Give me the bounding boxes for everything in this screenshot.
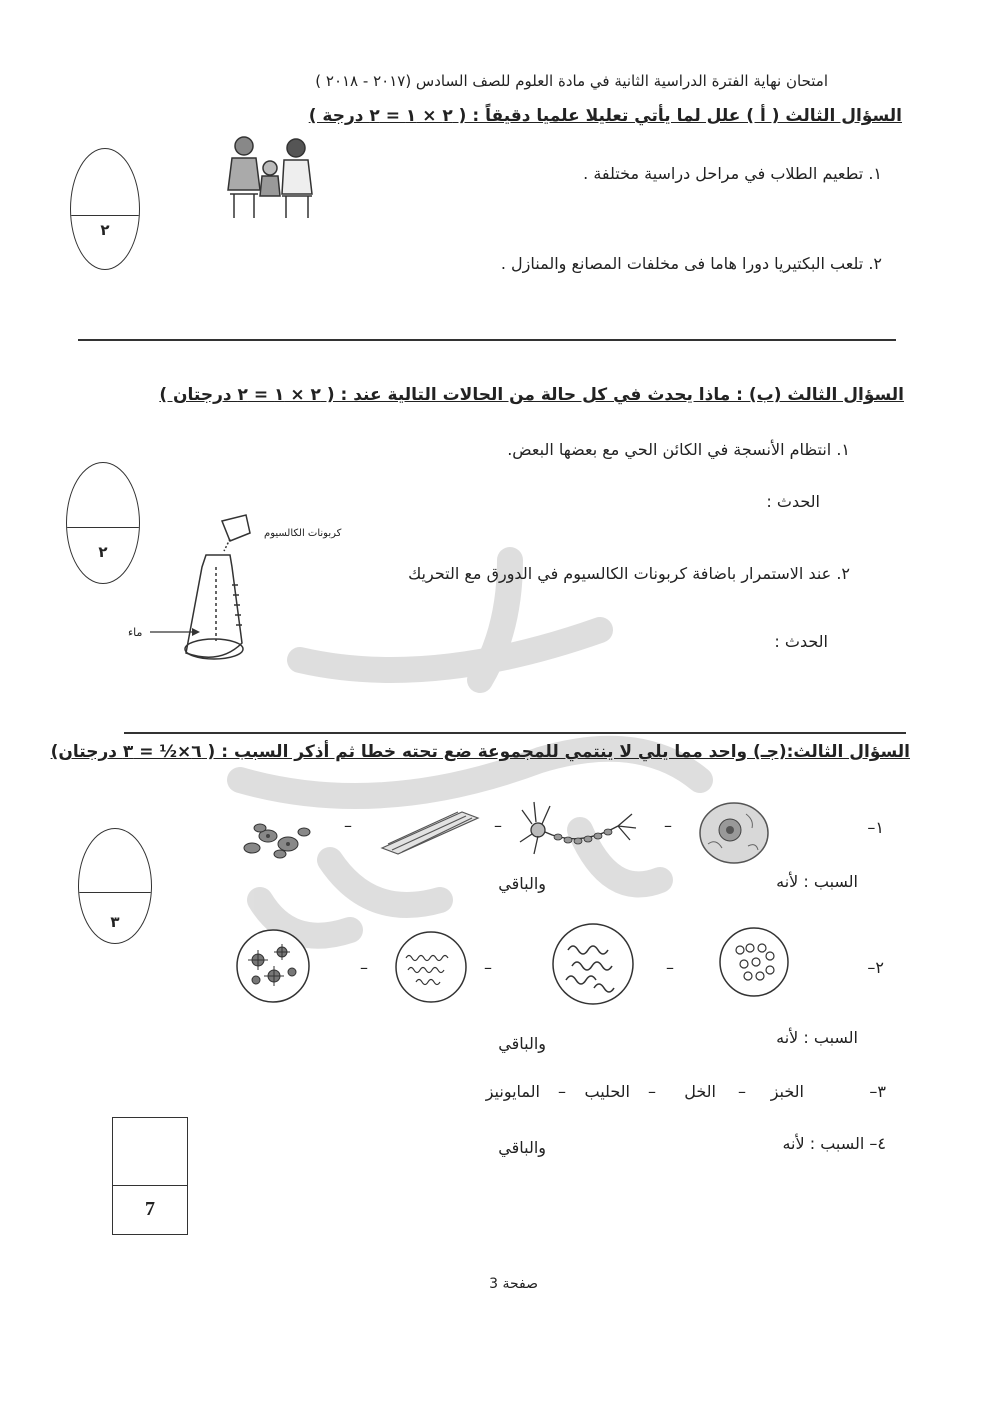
score-b: ٢ <box>98 543 108 561</box>
q3-item-bread: الخبز <box>770 1082 804 1101</box>
q3-dash-1: – <box>738 1082 746 1101</box>
bacteria-cocci-image <box>718 926 790 998</box>
bacteria-mixed-image <box>234 928 312 1004</box>
q4-reason: ٤– السبب : لأنه <box>782 1134 886 1153</box>
q2-dash-2: – <box>484 958 492 977</box>
bacteria-spiral-image <box>394 930 468 1004</box>
vaccination-illustration <box>222 132 318 222</box>
blood-cells-image <box>236 820 314 860</box>
water-arrow <box>150 628 202 638</box>
q2-dash-1: – <box>666 958 674 977</box>
q2-remaining: والباقي <box>498 1034 546 1053</box>
q3-dash-3: – <box>558 1082 566 1101</box>
q1-dash-2: – <box>494 816 502 835</box>
section-a-item-2: ٢. تلعب البكتيريا دورا هاما فى مخلفات المصانع والمنازل . <box>500 254 882 273</box>
total-score: 7 <box>145 1198 155 1220</box>
q4-remaining: والباقي <box>498 1138 546 1157</box>
q3-item-milk: الحليب <box>584 1082 630 1101</box>
section-b-event-1: الحدث : <box>766 492 820 511</box>
score-oval-c <box>78 828 152 944</box>
q2-dash-3: – <box>360 958 368 977</box>
q3-number: ٣– <box>869 1082 886 1101</box>
score-oval-a <box>70 148 140 270</box>
animal-cell-image <box>696 800 772 866</box>
divider-1 <box>78 339 896 341</box>
total-score-box <box>112 1117 188 1235</box>
q2-reason: السبب : لأنه <box>776 1028 858 1047</box>
section-b-heading: السؤال الثالث (ب) : ماذا يحدث في كل حالة من الحالات التالية عند : ( ٢ × ١ = ٢ درجتان ) <box>159 385 904 405</box>
section-a-item-1: ١. تطعيم الطلاب في مراحل دراسية مختلفة . <box>583 164 882 183</box>
section-b-item-2: ٢. عند الاستمرار باضافة كربونات الكالسيوم في الدورق مع التحريك <box>408 564 850 583</box>
q3-dash-2: – <box>648 1082 656 1101</box>
q3-item-mayonnaise: المايونيز <box>485 1082 540 1101</box>
score-oval-b <box>66 462 140 584</box>
flask-diagram <box>180 515 270 670</box>
label-water: ماء <box>128 626 143 639</box>
divider-2 <box>124 732 906 734</box>
q1-reason: السبب : لأنه <box>776 872 858 891</box>
section-a-heading: السؤال الثالث ( أ ) علل لما يأتي تعليلا علميا دقيقاً : ( ٢ × ١ = ٢ درجة ) <box>308 106 902 126</box>
page-number: صفحة 3 <box>489 1276 538 1292</box>
exam-title: امتحان نهاية الفترة الدراسية الثانية في مادة العلوم للصف السادس (٢٠١٧ - ٢٠١٨ ) <box>315 72 828 90</box>
q1-number: ١– <box>867 818 884 837</box>
nerve-cell-image <box>518 796 640 860</box>
section-b-event-2: الحدث : <box>774 632 828 651</box>
section-b-item-1: ١. انتظام الأنسجة في الكائن الحي مع بعضها البعض. <box>507 440 850 459</box>
label-calcium-carbonate: كربونات الكالسيوم <box>264 528 342 539</box>
q2-number: ٢– <box>867 958 884 977</box>
q1-remaining: والباقي <box>498 874 546 893</box>
section-c-heading: السؤال الثالث:(جـ) واحد مما يلي لا ينتمي للمجموعة ضع تحته خطا ثم أذكر السبب : ( ٦×½ = ٣ درجتان) <box>50 742 910 762</box>
bacteria-spirilla-image <box>550 922 636 1006</box>
q1-dash-1: – <box>664 816 672 835</box>
muscle-tissue-image <box>378 808 482 858</box>
score-c: ٣ <box>110 913 120 931</box>
q3-item-vinegar: الخل <box>684 1082 716 1101</box>
score-a: ٢ <box>100 221 110 239</box>
q1-dash-3: – <box>344 816 352 835</box>
